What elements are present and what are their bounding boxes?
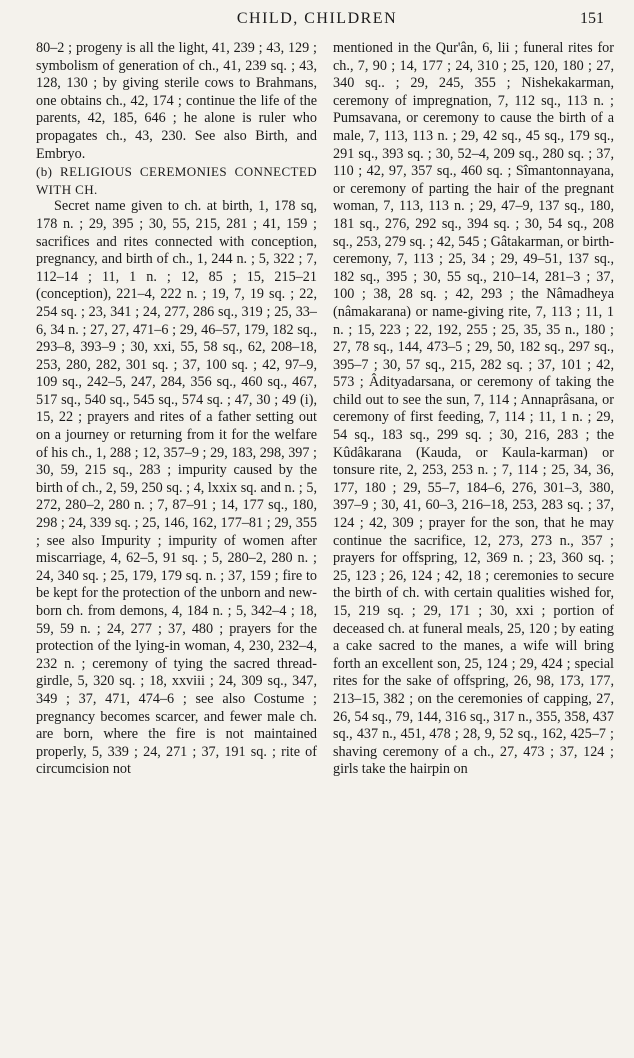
right-column	[333, 40, 614, 1050]
page-header	[30, 10, 604, 34]
running-title: CHILD, CHILDREN	[236, 10, 398, 27]
left-column-continuation: 80–2 ; progeny is all the light, 41, 239 ; 43, 129 ; symbolism of generation of ch., 41, 239 sq. ; 43, 128, 130 ; by giving sterile cows to Brahmans, one obtains ch., 42, 174 ; continue the life of the parents, 42, 185, 646 ; he alone is ruler who propagates ch., 43, 230. See also Birth, and Embryo.	[36, 40, 317, 162]
left-column-entry: Secret name given to ch. at birth, 1, 178 sq, 178 n. ; 29, 395 ; 30, 55, 215, 281 ; 41, 159 ; sacrifices and rites connected with conception, pregnancy, and birth of ch., 1, 244 n. ; 5, 322 ; 7, 112–14 ; 11, 1 n. ; 12, 85 ; 15, 215–21 (conception), 221–4, 222 n. ; 19, 7, 19 sq. ; 22, 254 sq. ; 23, 341 ; 24, 277, 286 sq., 319 ; 25, 33–6, 34 n. ; 27, 27, 471–6 ; 29, 46–57, 179, 182 sq., 293–8, 393–9 ; 30, xxi, 55, 58 sq., 62, 208–18, 253, 280, 282, 301 sq. ; 37, 100 sq. ; 42, 97–9, 109 sq., 242–5, 247, 284, 356 sq., 460 sq., 467, 517 sq., 540 sq., 545 sq., 574 sq. ; 47, 30 ; 49 (i), 15, 22 ; prayers and rites of a father setting out on a journey or returning from it for the welfare of his ch., 1, 288 ; 12, 357–9 ; 29, 183, 298, 397 ; 30, 59, 215 sq., 283 ; impurity caused by the birth of ch., 2, 59, 250 sq. ; 4, lxxix sq. and n. ; 5, 272, 280–2, 280 n. ; 7, 87–91 ; 14, 177 sq., 180, 298 ; 24, 339 sq. ; 25, 146, 162, 177–81 ; 29, 355 ; see also Impurity ; impurity of women after miscarriage, 4, 62–5, 91 sq. ; 5, 280–2, 280 n. ; 24, 340 sq. ; 25, 179, 179 sq. n. ; 37, 159 ; fire to be kept for the protection of the unborn and new-born ch. from demons, 4, 184 n. ; 5, 342–4 ; 18, 59, 59 n. ; 24, 277 ; 37, 480 ; prayers for the protection of the lying-in woman, 4, 230, 232–4, 232 n. ; ceremony of tying the sacred thread-girdle, 5, 320 sq. ; 18, xxviii ; 24, 309 sq., 347, 349 ; 37, 471, 474–6 ; see also Costume ; pregnancy becomes scarcer, and fewer male ch. are born, where the fire is not maintained properly, 5, 339 ; 24, 271 ; 37, 191 sq. ; rite of circumcision not	[36, 198, 317, 778]
index-columns	[36, 40, 614, 1050]
section-subheading: (b) RELIGIOUS CEREMONIES CONNECTED WITH CH.	[36, 164, 317, 197]
page-number: 151	[580, 10, 604, 27]
right-column-entry: mentioned in the Qur'ân, 6, lii ; funeral rites for ch., 7, 90 ; 14, 177 ; 24, 310 ; 25, 120, 180 ; 27, 340 sq.. ; 29, 245, 355 ; Nishekakarman, ceremony of impregnation, 7, 112 sq., 113 n. ; Pumsavana, or ceremony to cause the birth of a male, 7, 113, 113 n. ; 29, 42 sq., 45 sq., 179 sq., 291 sq., 393 sq. ; 30, 52–4, 209 sq., 280 sq. ; 37, 110 ; 42, 97, 357 sq., 460 sq. ; Sîmantonnayana, or ceremony of parting the hair of the pregnant woman, 7, 113, 113 n. ; 29, 47–9, 137 sq., 180, 181 sq., 276, 292 sq., 394 sq. ; 30, 54 sq., 208 sq., 253, 279 sq. ; 42, 545 ; Gâtakarman, or birth-ceremony, 7, 113 ; 25, 34 ; 29, 49–51, 137 sq., 182 sq., 395 ; 30, 55 sq., 210–14, 281–3 ; 37, 100 ; 38, 28 sq. ; 42, 293 ; the Nâmadheya (nâmakarana) or name-giving rite, 7, 113 ; 11, 1 n. ; 15, 223 ; 22, 192, 255 ; 25, 35, 35 n., 180 ; 27, 78 sq., 144, 473–5 ; 29, 50, 182 sq., 297 sq., 395–7 ; 30, 57 sq., 215, 282 sq. ; 37, 101 ; 42, 573 ; Âdityadarsana, or ceremony of taking the child out to see the sun, 7, 114 ; Annaprâsana, or ceremony of first feeding, 7, 114 ; 11, 1 n. ; 29, 54 sq., 183 sq., 299 sq. ; 30, 216, 283 ; the Kûdâkarana (Kauda, or Kaula-karman) or tonsure rite, 2, 253, 253 n. ; 7, 114 ; 25, 34, 36, 177, 180 ; 29, 55–7, 184–6, 276, 301–3, 380, 397–9 ; 30, 41, 60–3, 216–18, 253, 283 sq. ; 37, 124 ; 42, 309 ; prayer for the son, that he may continue the sacrifice, 12, 273, 273 n., 357 ; prayers for offspring, 12, 369 n. ; 23, 360 sq. ; 25, 123 ; 26, 124 ; 42, 18 ; ceremonies to secure the birth of ch. with certain qualities wished for, 15, 219 sq. ; 29, 171 ; 30, xxi ; portion of deceased ch. at funeral meals, 25, 120 ; by eating a cake sacred to the manes, a wife will bring forth an excellent son, 25, 124 ; 29, 424 ; special rites for the sake of offspring, 26, 98, 173, 177, 213–15, 382 ; on the ceremonies of capping, 27, 26, 54 sq., 79, 144, 316 sq., 317 n., 355, 358, 437 sq., 437 n., 451, 478 ; 28, 9, 52 sq., 162, 425–7 ; shaving ceremony of a ch., 27, 473 ; 37, 124 ; girls take the hairpin on	[333, 40, 614, 778]
left-column	[36, 40, 317, 1050]
